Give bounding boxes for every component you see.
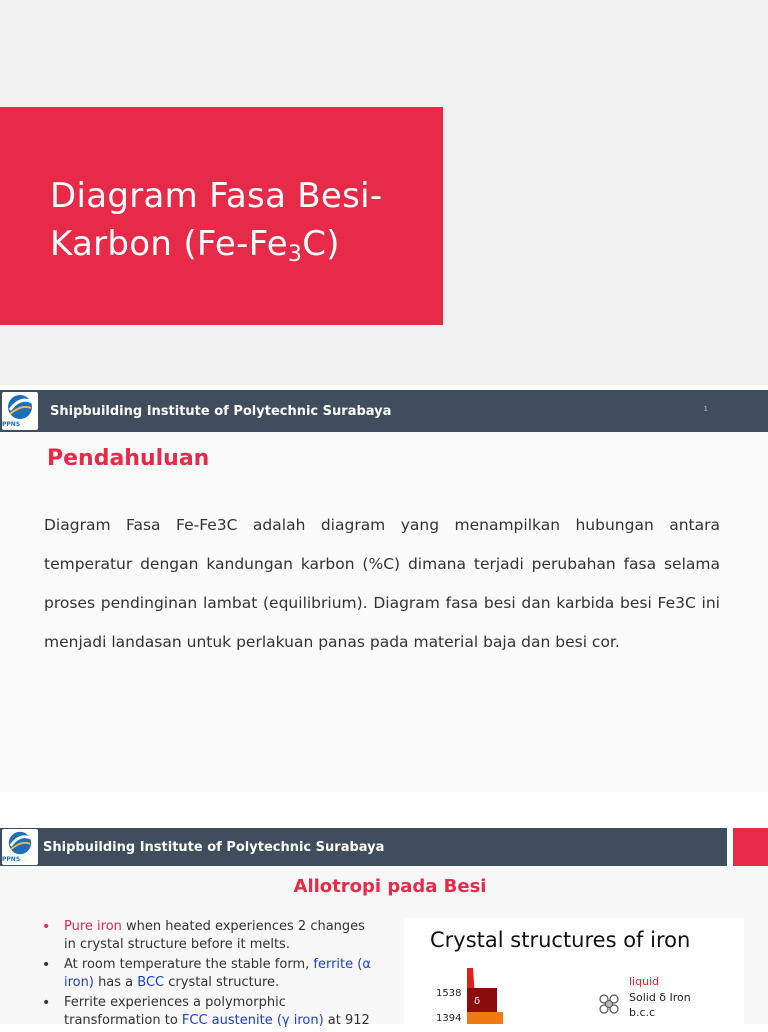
ppns-logo-2 bbox=[2, 829, 38, 865]
bullet-item bbox=[42, 918, 372, 954]
ferrite-term: ferrite (α iron) bbox=[64, 957, 371, 990]
legend-solid-delta: Solid δ Iron bbox=[629, 991, 691, 1004]
page-number: 1 bbox=[703, 405, 708, 413]
title-line-1: Diagram Fasa Besi- bbox=[50, 176, 383, 216]
bcc-term: BCC bbox=[137, 975, 165, 990]
bullet-2-post: crystal structure. bbox=[164, 975, 280, 990]
logo-caption: PPNS bbox=[2, 856, 21, 863]
title-line-2-suffix: C) bbox=[302, 224, 340, 264]
institute-name: Shipbuilding Institute of Polytechnic Surabaya bbox=[50, 404, 392, 419]
header-bar-2 bbox=[0, 828, 727, 866]
bullet-list bbox=[42, 918, 372, 1032]
institute-name-2: Shipbuilding Institute of Polytechnic Surabaya bbox=[43, 840, 385, 855]
phase-region bbox=[463, 968, 503, 1024]
austenite-term: FCC austenite (γ iron) bbox=[181, 1013, 324, 1028]
crystal-structure-figure bbox=[404, 918, 744, 1024]
section-heading: Pendahuluan bbox=[47, 446, 210, 471]
title-line-2-prefix: Karbon (Fe-Fe bbox=[50, 224, 288, 264]
temperature-label-1394: 1394 bbox=[436, 1013, 462, 1024]
delta-label: δ bbox=[474, 996, 481, 1007]
gamma-region bbox=[467, 1012, 503, 1024]
title-subscript: 3 bbox=[287, 242, 303, 267]
bullet-item bbox=[42, 994, 372, 1030]
ppns-logo bbox=[2, 392, 38, 430]
bullet-item bbox=[42, 956, 372, 992]
ppns-logo-icon bbox=[2, 829, 38, 857]
accent-square bbox=[733, 828, 768, 866]
intro-paragraph: Diagram Fasa Fe-Fe3C adalah diagram yang menampilkan hubungan antara temperatur dengan kandungan karbon (%C) dimana terjadi perubahan fasa selama proses pendinginan lambat (equilibrium). Diagram fasa besi dan karbida besi Fe3C ini menjadi landasan untuk perlakuan panas pada material baja dan besi cor. bbox=[44, 516, 720, 651]
slide-title bbox=[50, 172, 382, 279]
bullet-1-text: when heated experiences 2 changes in crystal structure before it melts. bbox=[64, 919, 365, 952]
temperature-label-1538: 1538 bbox=[436, 988, 462, 999]
ppns-logo-icon bbox=[2, 392, 38, 422]
bcc-atoms-icon bbox=[598, 993, 620, 1015]
bullet-3-post: at 912 bbox=[323, 1013, 370, 1028]
figure-title: Crystal structures of iron bbox=[430, 928, 691, 952]
header-bar bbox=[0, 390, 768, 432]
pure-iron-term: Pure iron bbox=[64, 919, 122, 934]
allotropy-heading: Allotropi pada Besi bbox=[293, 876, 487, 897]
delta-region bbox=[467, 988, 497, 1012]
bullet-3-pre: Ferrite experiences a polymorphic transformation to bbox=[64, 995, 286, 1028]
legend-bcc: b.c.c bbox=[629, 1006, 656, 1019]
bullet-2-pre: At room temperature the stable form, bbox=[64, 957, 314, 972]
bullet-2-mid: has a bbox=[93, 975, 138, 990]
logo-caption: PPNS bbox=[2, 421, 21, 428]
legend-liquid: liquid bbox=[629, 975, 660, 988]
